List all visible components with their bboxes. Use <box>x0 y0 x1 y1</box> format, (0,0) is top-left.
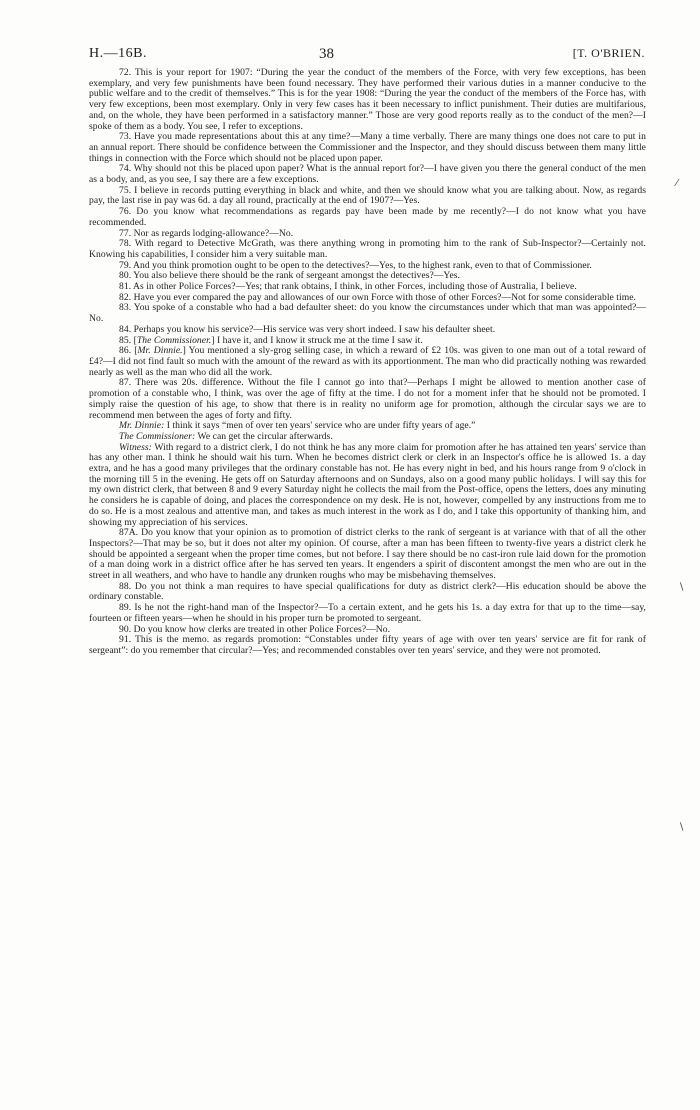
paragraph-77: 77. Nor as regards lodging-allowance?—No. <box>119 227 294 239</box>
paragraph-81: 81. As in other Police Forces?—Yes; that rank obtains, I think, in other Forces, including those of Australia, I believe. <box>119 281 577 293</box>
paragraph-text: I think it says “men of over ten years' service who are under fifty years of age.” <box>164 420 476 432</box>
margin-tick-mark: ∖ <box>678 822 685 833</box>
paragraph-witness-statement <box>89 443 646 529</box>
paragraph-73: 73. Have you made representations about this at any time?—Many a time verbally. There are many things one does not care to put in an annual report. There should be confidence between the Commissioner and the Inspector, and they should discuss between them many little things in connection with the Force which should not be placed upon paper. <box>89 131 646 164</box>
paragraph-75: 75. I believe in records putting everything in black and white, and then we should know what you are talking about. Now, as regards pay, the last rise in pay was 6d. a day all round, practically at the end of 1907?—Yes. <box>89 184 646 207</box>
paragraph-88: 88. Do you not think a man requires to have special qualifications for duty as district clerk?—His education should be above the ordinary constable. <box>89 580 646 603</box>
paragraph-87a: 87A. Do you know that your opinion as to promotion of district clerks to the rank of sergeant is at variance with that of all the other Inspectors?—That may be so, but it does not alter my opinion. Of course, after a man has been fifteen to twenty-five years a district clerk he should be appointed a sergeant when the proper time comes, but not before. I say there should be no cast-iron rule laid down for the promotion of a man doing work in a district office after he has served ten years. It engenders a spirit of discontent amongst the men who are out in the street in all weathers, and who have to handle any drunken roughs who may be misbehaving themselves. <box>89 527 646 582</box>
paragraph-87: 87. There was 20s. difference. Without the file I cannot go into that?—Perhaps I might be allowed to mention another case of promotion of a constable who, I think, was over the age of fifty at the time. I do not for a moment infer that he should not be promoted. I simply raise the question of his age, to show that there is in reality no uniform age for promotion, although the circular says we are to recommend men between the ages of forty and fifty. <box>89 377 646 421</box>
paragraph-74: 74. Why should not this be placed upon paper? What is the annual report for?—I have given you there the general conduct of the men as a body, and, as you see, I say there are a few exceptions. <box>89 163 646 186</box>
paragraph-text: ] I have it, and I know it struck me at the time I saw it. <box>211 334 423 346</box>
speaker-name: The Commissioner: <box>119 430 196 442</box>
paragraph-83: 83. You spoke of a constable who had a bad defaulter sheet: do you know the circumstances under which that man was appointed?—No. <box>89 302 646 325</box>
page-number: 38 <box>319 46 334 62</box>
witness-name: [T. O'BRIEN. <box>572 46 645 60</box>
margin-tick-mark: ∖ <box>678 582 685 593</box>
speaker-name: Mr. Dinnie: <box>119 420 165 432</box>
paragraph-text: ] You mentioned a sly-grog selling case, in which a reward of £2 10s. was given to one man out of a total reward of £4?—I did not find fault so much with the amount of the reward as with its apportionment. The man who did practically nothing was rewarded nearly as well as the man who did all the work. <box>89 345 646 378</box>
paragraph-91: 91. This is the memo. as regards promotion: “Constables under fifty years of age with over ten years' service are fit for rank of sergeant”: do you remember that circular?—Yes; and recommended constables over ten years' service, and they were not promoted. <box>89 634 646 656</box>
paragraph-text: With regard to a district clerk, I do not think he has any more claim for promotion after he has attained ten years' service than has any other man. I think he should wait his turn. When he becomes district clerk or clerk in an Inspector's office he is allowed 1s. a day extra, and he has a good many privileges that the ordinary constable has not. He has every night in bed, and his hours range from 9 o'clock in the morning till 5 in the evening. He gets off on Saturday afternoons and on Sundays, also on a good many public holidays. I will say this for my own district clerk, that between 8 and 9 every Saturday night he collects the mail from the Post-office, opens the letters, does any minuting he considers he is capable of doing, and places the correspondence on my desk. He is not, however, compelled by any instructions from me to do so. He is a most zealous and attentive man, and takes as much interest in the work as I do, and I take this opportunity of thanking him, and showing my appreciation of his services. <box>89 441 646 528</box>
margin-tick-mark: ⁄ <box>676 178 678 189</box>
paragraph-prefix: 86. [ <box>119 345 138 357</box>
page-header <box>89 46 645 66</box>
paragraph-86 <box>89 346 646 378</box>
paragraph-82: 82. Have you ever compared the pay and allowances of our own Force with those of other Forces?—Not for some considerable time. <box>119 291 637 303</box>
speaker-name: The Commissioner. <box>136 334 212 346</box>
paragraph-72: 72. This is your report for 1907: “During the year the conduct of the members of the Force, with very few exceptions, has been exemplary, and very few punishments have been found necessary. They have performed their various duties in a manner conducive to the public welfare and to the credit of themselves.” This is for the year 1908: “During the year the conduct of the members of the Force has, with very few exceptions, been most exemplary. Only in very few cases has it been necessary to inflict punishment. Their duties are multifarious, and, on the whole, they have been performed in a satisfactory manner.” Those are very good reports really as to the conduct of the men?—I spoke of them as a body. You see, I refer to exceptions. <box>89 67 646 132</box>
paragraph-text: We can get the circular afterwards. <box>195 430 333 442</box>
paragraph-78: 78. With regard to Detective McGrath, was there anything wrong in promoting him to the rank of Sub-Inspector?—Certainly not. Knowing his capabilities, I consider him a very suitable man. <box>89 238 646 260</box>
page-body <box>89 68 646 657</box>
paragraph-90: 90. Do you know how clerks are treated in other Police Forces?—No. <box>119 623 391 635</box>
document-reference: H.—16B. <box>89 46 147 61</box>
paragraph-84: 84. Perhaps you know his service?—His service was very short indeed. I saw his defaulter sheet. <box>119 323 496 335</box>
paragraph-76: 76. Do you know what recommendations as regards pay have been made by me recently?—I do not know what you have recommended. <box>89 206 646 228</box>
speaker-name: Witness: <box>119 441 152 453</box>
paragraph-80: 80. You also believe there should be the rank of sergeant amongst the detectives?—Yes. <box>119 270 460 282</box>
speaker-name: Mr. Dinnie. <box>137 345 183 357</box>
paragraph-79: 79. And you think promotion ought to be open to the detectives?—Yes, to the highest rank, even to that of Commissioner. <box>119 259 592 271</box>
paragraph-89: 89. Is he not the right-hand man of the Inspector?—To a certain extent, and he gets his 1s. a day extra for that up to the time—say, fourteen or fifteen years—when he should in his proper turn be promoted to sergeant. <box>89 602 646 624</box>
paragraph-prefix: 85. [ <box>119 334 137 346</box>
